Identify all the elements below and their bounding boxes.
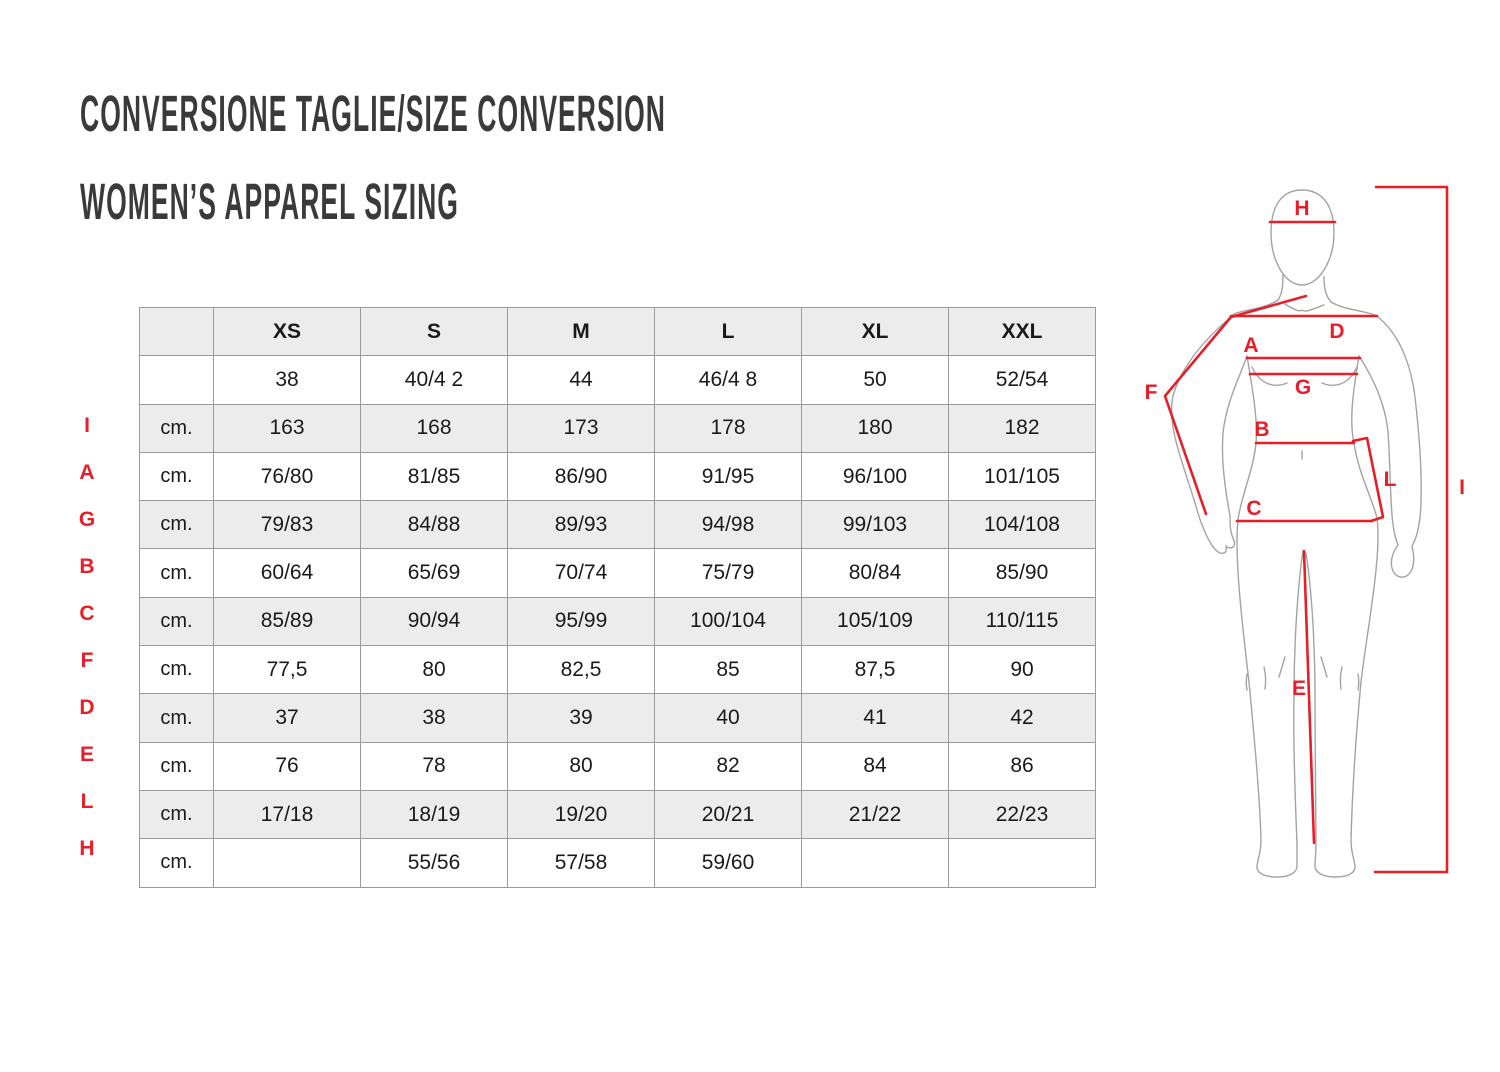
cell: 100/104 <box>655 597 802 645</box>
cell <box>802 839 949 887</box>
row-letter: G <box>78 508 96 531</box>
measurement-lines <box>1165 187 1447 872</box>
cell: 180 <box>802 404 949 452</box>
cell: 52/54 <box>949 356 1096 404</box>
cell: 44 <box>508 356 655 404</box>
collar-curve <box>1285 304 1324 311</box>
bust-curve <box>1252 367 1287 385</box>
cell: 57/58 <box>508 839 655 887</box>
cell: 76 <box>214 742 361 790</box>
column-header-xl: XL <box>802 308 949 356</box>
cell: 82 <box>655 742 802 790</box>
cell: 20/21 <box>655 790 802 838</box>
torso-leg-outline <box>1351 356 1378 841</box>
cell: 84 <box>802 742 949 790</box>
cell: 41 <box>802 694 949 742</box>
cell: 65/69 <box>361 549 508 597</box>
table-row-E <box>140 742 1096 790</box>
unit-cell: cm. <box>140 694 214 742</box>
cell <box>214 839 361 887</box>
cell: 82,5 <box>508 646 655 694</box>
measurement-line-F <box>1165 296 1306 514</box>
cell: 87,5 <box>802 646 949 694</box>
column-header-m: M <box>508 308 655 356</box>
table-header-row <box>140 308 1096 356</box>
row-letter: L <box>80 790 94 813</box>
unit-cell: cm. <box>140 742 214 790</box>
cell: 18/19 <box>361 790 508 838</box>
page-title: CONVERSIONE TAGLIE/SIZE CONVERSION <box>80 85 666 142</box>
unit-cell: cm. <box>140 501 214 549</box>
arm-outline <box>1359 356 1398 545</box>
knee-mark <box>1246 674 1247 690</box>
cell: 80 <box>361 646 508 694</box>
cell: 85 <box>655 646 802 694</box>
cell: 178 <box>655 404 802 452</box>
row-letter: F <box>80 649 94 672</box>
neck-outline <box>1324 277 1331 302</box>
cell: 40/4 2 <box>361 356 508 404</box>
size-number-row <box>140 356 1096 404</box>
row-letter: A <box>79 461 95 484</box>
unit-cell: cm. <box>140 549 214 597</box>
neck-outline <box>1278 275 1283 300</box>
corner-cell <box>140 308 214 356</box>
cell: 95/99 <box>508 597 655 645</box>
unit-cell: cm. <box>140 839 214 887</box>
cell: 110/115 <box>949 597 1096 645</box>
row-letter: I <box>84 414 90 437</box>
cell: 60/64 <box>214 549 361 597</box>
cell: 96/100 <box>802 452 949 500</box>
cell: 75/79 <box>655 549 802 597</box>
table-row-C <box>140 597 1096 645</box>
figure-label-F: F <box>1144 381 1158 404</box>
knee-mark <box>1321 657 1327 677</box>
cell: 80/84 <box>802 549 949 597</box>
cell: 39 <box>508 694 655 742</box>
cell: 104/108 <box>949 501 1096 549</box>
cell: 22/23 <box>949 790 1096 838</box>
column-header-xs: XS <box>214 308 361 356</box>
table-row-F <box>140 646 1096 694</box>
cell: 46/4 8 <box>655 356 802 404</box>
cell: 81/85 <box>361 452 508 500</box>
figure-outline <box>1172 190 1422 877</box>
cell: 38 <box>214 356 361 404</box>
arm-outline <box>1222 356 1247 516</box>
cell: 182 <box>949 404 1096 452</box>
cell: 101/105 <box>949 452 1096 500</box>
row-letter: H <box>79 837 95 860</box>
cell: 40 <box>655 694 802 742</box>
cell: 90/94 <box>361 597 508 645</box>
measurement-labels <box>1145 197 1465 700</box>
hand-outline <box>1214 516 1234 553</box>
row-letter: C <box>79 602 95 625</box>
cell: 37 <box>214 694 361 742</box>
table-row-H <box>140 839 1096 887</box>
foot-outline <box>1257 841 1297 877</box>
cell: 42 <box>949 694 1096 742</box>
figure-label-L: L <box>1383 468 1397 491</box>
cell: 59/60 <box>655 839 802 887</box>
cell: 99/103 <box>802 501 949 549</box>
figure-label-I: I <box>1459 476 1465 499</box>
knee-mark <box>1358 674 1359 690</box>
cell: 21/22 <box>802 790 949 838</box>
cell: 76/80 <box>214 452 361 500</box>
figure-label-A: A <box>1243 334 1259 357</box>
unit-cell: cm. <box>140 404 214 452</box>
unit-cell: cm. <box>140 790 214 838</box>
cell: 38 <box>361 694 508 742</box>
knee-mark <box>1340 667 1342 689</box>
cell: 80 <box>508 742 655 790</box>
table-row-G <box>140 501 1096 549</box>
cell: 86 <box>949 742 1096 790</box>
cell: 91/95 <box>655 452 802 500</box>
size-conversion-table <box>139 307 1096 888</box>
body-measurement-diagram <box>1140 160 1490 920</box>
hand-outline <box>1391 545 1413 577</box>
cell: 17/18 <box>214 790 361 838</box>
cell: 77,5 <box>214 646 361 694</box>
table-row-A <box>140 452 1096 500</box>
column-header-xxl: XXL <box>949 308 1096 356</box>
row-letter: E <box>79 743 94 766</box>
row-letter: B <box>79 555 95 578</box>
cell: 78 <box>361 742 508 790</box>
table-row-L <box>140 790 1096 838</box>
cell: 90 <box>949 646 1096 694</box>
figure-label-D: D <box>1329 320 1345 343</box>
cell: 89/93 <box>508 501 655 549</box>
measurement-line-L <box>1353 438 1383 521</box>
cell <box>140 356 214 404</box>
cell: 84/88 <box>361 501 508 549</box>
cell: 168 <box>361 404 508 452</box>
figure-label-H: H <box>1294 197 1310 220</box>
knee-mark <box>1264 667 1266 689</box>
foot-outline <box>1315 841 1355 877</box>
figure-label-G: G <box>1294 376 1312 399</box>
arm-outline <box>1378 317 1421 546</box>
inner-leg-outline <box>1306 553 1316 843</box>
cell: 55/56 <box>361 839 508 887</box>
measurement-line-I <box>1375 187 1447 872</box>
cell: 85/89 <box>214 597 361 645</box>
cell: 173 <box>508 404 655 452</box>
cell: 70/74 <box>508 549 655 597</box>
unit-cell: cm. <box>140 646 214 694</box>
cell: 85/90 <box>949 549 1096 597</box>
figure-label-B: B <box>1254 418 1270 441</box>
cell: 163 <box>214 404 361 452</box>
row-letter: D <box>79 696 95 719</box>
cell: 86/90 <box>508 452 655 500</box>
cell: 79/83 <box>214 501 361 549</box>
unit-cell: cm. <box>140 452 214 500</box>
figure-label-C: C <box>1246 497 1262 520</box>
cell: 50 <box>802 356 949 404</box>
page-subtitle: WOMEN’S APPAREL SIZING <box>80 173 459 230</box>
cell: 19/20 <box>508 790 655 838</box>
table-row-D <box>140 694 1096 742</box>
table-row-B <box>140 549 1096 597</box>
knee-mark <box>1279 657 1285 677</box>
table-row-I <box>140 404 1096 452</box>
bust-curve <box>1322 367 1357 385</box>
figure-label-E: E <box>1291 677 1307 700</box>
cell: 105/109 <box>802 597 949 645</box>
column-header-l: L <box>655 308 802 356</box>
cell <box>949 839 1096 887</box>
cell: 94/98 <box>655 501 802 549</box>
column-header-s: S <box>361 308 508 356</box>
unit-cell: cm. <box>140 597 214 645</box>
